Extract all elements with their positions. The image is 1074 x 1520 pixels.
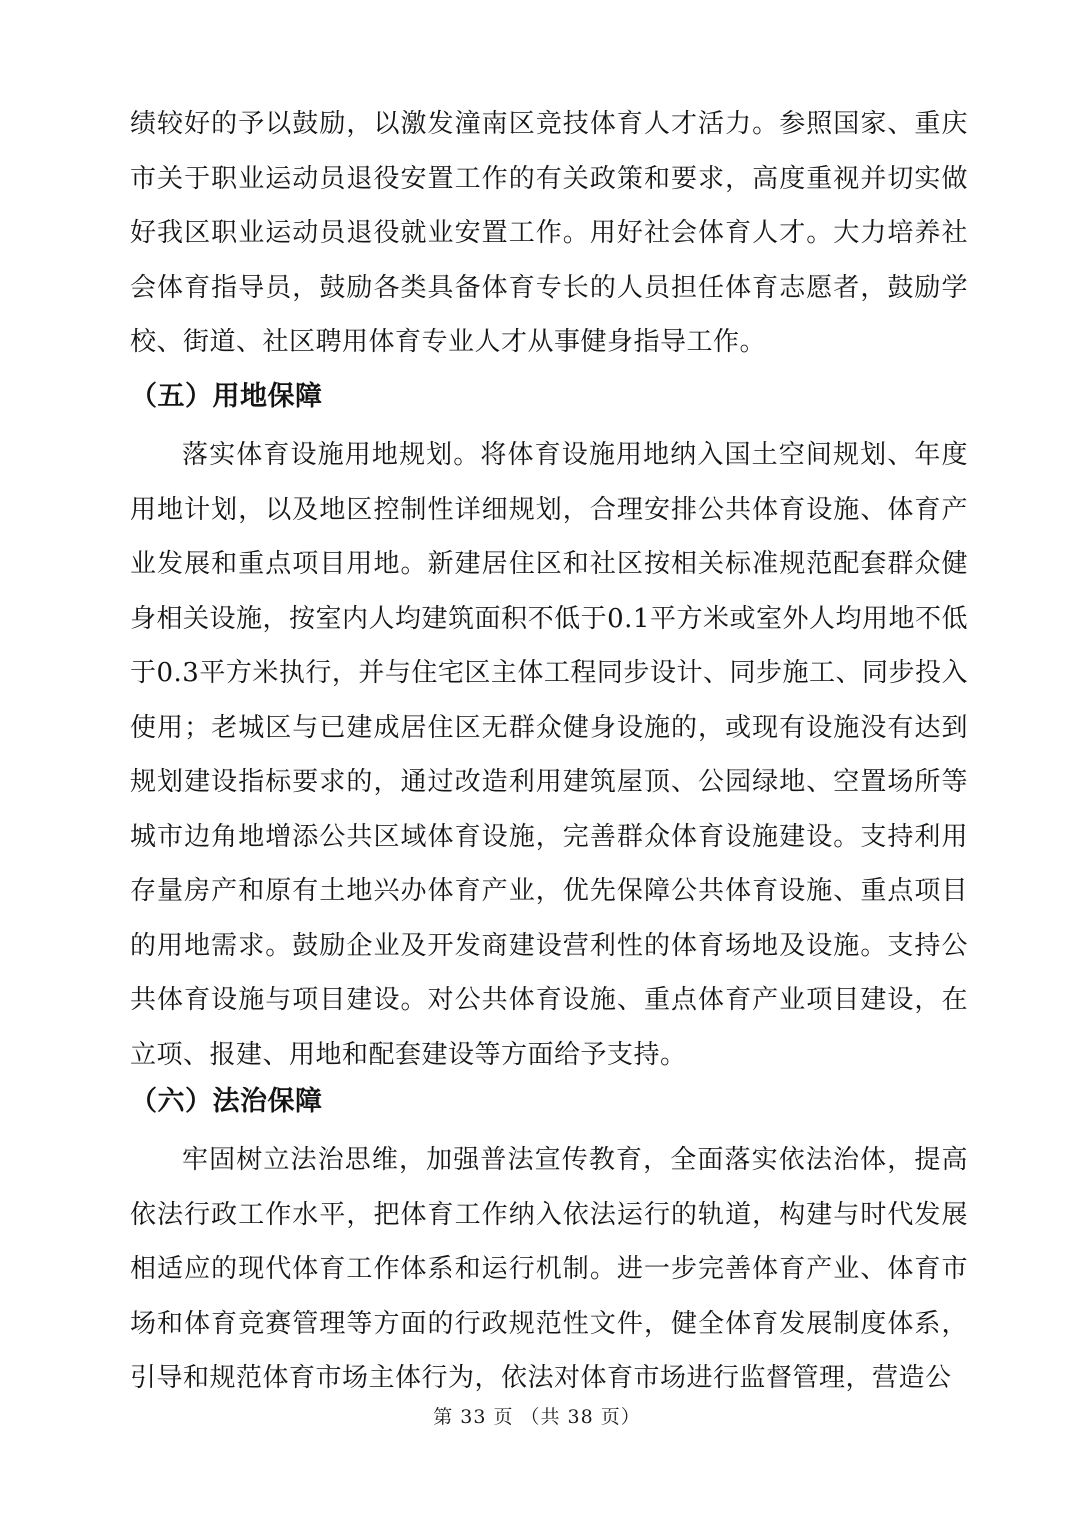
continuation-paragraph: 绩较好的予以鼓励，以激发潼南区竞技体育人才活力。参照国家、重庆市关于职业运动员退役安置工作的有关政策和要求，高度重视并切实做好我区职业运动员退役就业安置工作。用好社会体育人才。大力培养社会体育指导员，鼓励各类具备体育专长的人员担任体育志愿者，鼓励学校、街道、社区聘用体育专业人才从事健身指导工作。 [130, 109, 968, 357]
rule-of-law-paragraph: 牢固树立法治思维，加强普法宣传教育，全面落实依法治体，提高依法行政工作水平，把体育工作纳入依法运行的轨道，构建与时代发展相适应的现代体育工作体系和运行机制。进一步完善体育产业、体育市场和体育竞赛管理等方面的行政规范性文件，健全体育发展制度体系，引导和规范体育市场主体行为，依法对体育市场进行监督管理，营造公 [130, 1145, 968, 1393]
land-use-paragraph: 落实体育设施用地规划。将体育设施用地纳入国土空间规划、年度用地计划，以及地区控制性详细规划，合理安排公共体育设施、体育产业发展和重点项目用地。新建居住区和社区按相关标准规范配套群众健身相关设施，按室内人均建筑面积不低于0.1平方米或室外人均用地不低于0.3平方米执行，并与住宅区主体工程同步设计、同步施工、同步投入使用；老城区与已建成居住区无群众健身设施的，或现有设施没有达到规划建设指标要求的，通过改造利用建筑屋顶、公园绿地、空置场所等城市边角地增添公共区域体育设施，完善群众体育设施建设。支持利用存量房产和原有土地兴办体育产业，优先保障公共体育设施、重点项目的用地需求。鼓励企业及开发商建设营利性的体育场地及设施。支持公共体育设施与项目建设。对公共体育设施、重点体育产业项目建设，在立项、报建、用地和配套建设等方面给予支持。 [130, 440, 968, 1070]
rule-of-law-section [130, 1133, 968, 1406]
page-number-footer: 第 33 页 （共 38 页） [433, 1406, 641, 1428]
land-use-section [130, 428, 968, 1082]
continuation-section [130, 97, 968, 370]
section-heading-land-use: （五）用地保障 [130, 381, 323, 412]
section-heading-rule-of-law: （六）法治保障 [130, 1086, 323, 1117]
